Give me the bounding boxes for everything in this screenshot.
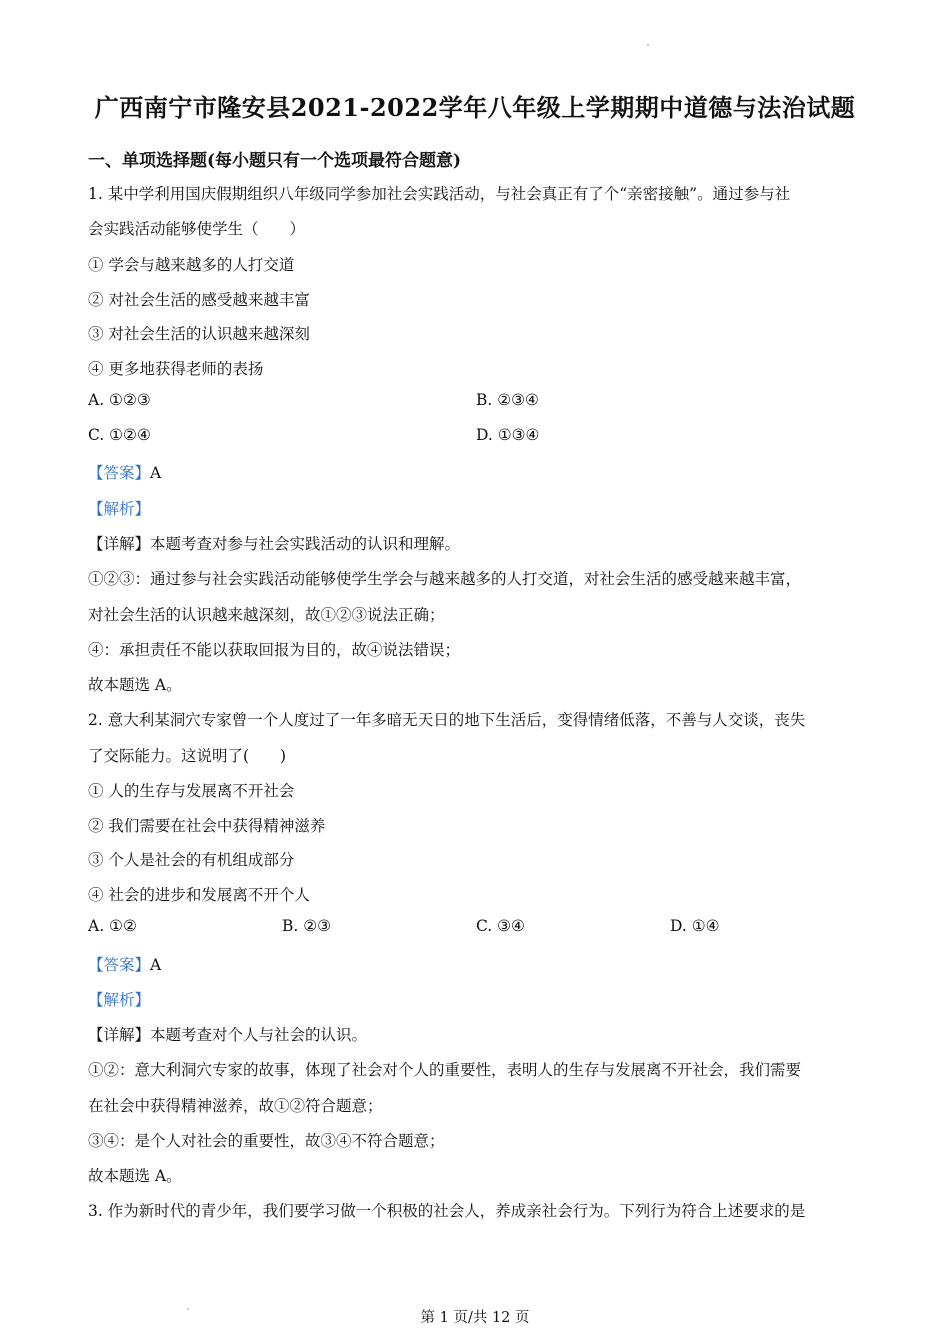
- q1-item-2: ② 对社会生活的感受越来越丰富: [88, 291, 310, 309]
- q2-option-a: A. ①②: [88, 917, 137, 935]
- q1-answer: [88, 461, 161, 483]
- q1-detail: [88, 532, 460, 554]
- q2-answer: [88, 953, 161, 975]
- q1-stem-line1: 1. 某中学利用国庆假期组织八年级同学参加社会实践活动，与社会真正有了个“亲密接触”。通过参与社: [88, 185, 791, 203]
- q1-option-a: A. ①②③: [88, 391, 151, 409]
- q2-explanation-2: 在社会中获得精神滋养，故①②符合题意；: [88, 1097, 383, 1115]
- q2-explanation-1: ①②：意大利洞穴专家的故事，体现了社会对个人的重要性，表明人的生存与发展离不开社会，我们需要: [88, 1061, 802, 1079]
- q1-analysis-label: 【解析】: [88, 500, 151, 518]
- q1-explanation-2: 对社会生活的认识越来越深刻，故①②③说法正确；: [88, 606, 445, 624]
- detail-text: 本题考查对个人与社会的认识。: [150, 1026, 368, 1044]
- q2-stem-line2: 了交际能力。这说明了( ): [88, 747, 287, 765]
- q1-item-3: ③ 对社会生活的认识越来越深刻: [88, 325, 310, 343]
- q2-stem-line1: 2. 意大利某洞穴专家曾一个人度过了一年多暗无天日的地下生活后，变得情绪低落，不善与人交谈，丧失: [88, 711, 806, 729]
- answer-label: 【答案】: [88, 956, 151, 974]
- q1-item-4: ④ 更多地获得老师的表扬: [88, 360, 264, 378]
- q1-stem-line2: 会实践活动能够使学生（ ）: [88, 220, 306, 238]
- answer-value: A: [150, 956, 162, 974]
- q1-option-c: C. ①②④: [88, 426, 151, 444]
- q1-item-1: ① 学会与越来越多的人打交道: [88, 256, 295, 274]
- detail-label: 【详解】: [88, 535, 151, 553]
- answer-label: 【答案】: [88, 464, 151, 482]
- q1-explanation-1: ①②③：通过参与社会实践活动能够使学生学会与越来越多的人打交道，对社会生活的感受越来越丰富，: [88, 570, 802, 588]
- page-footer: 第 1 页/共 12 页: [420, 1310, 530, 1326]
- q2-option-b: B. ②③: [282, 917, 332, 935]
- q2-analysis-label: 【解析】: [88, 991, 151, 1009]
- scan-dot: [647, 44, 649, 46]
- q2-item-1: ① 人的生存与发展离不开社会: [88, 782, 295, 800]
- q2-item-2: ② 我们需要在社会中获得精神滋养: [88, 817, 326, 835]
- q3-stem-line1: 3. 作为新时代的青少年，我们要学习做一个积极的社会人，养成亲社会行为。下列行为符合上述要求的是: [88, 1202, 806, 1220]
- page-title: 广西南宁市隆安县2021-2022学年八年级上学期期中道德与法治试题: [94, 93, 856, 122]
- answer-value: A: [150, 464, 162, 482]
- q1-explanation-3: ④：承担责任不能以获取回报为目的，故④说法错误；: [88, 641, 461, 659]
- q2-option-d: D. ①④: [670, 917, 720, 935]
- q2-item-4: ④ 社会的进步和发展离不开个人: [88, 886, 310, 904]
- section-heading: 一、单项选择题(每小题只有一个选项最符合题意): [88, 151, 462, 171]
- detail-text: 本题考查对参与社会实践活动的认识和理解。: [150, 535, 461, 553]
- q1-option-b: B. ②③④: [476, 391, 539, 409]
- q2-option-c: C. ③④: [476, 917, 525, 935]
- q1-conclusion: 故本题选 A。: [88, 676, 182, 694]
- q2-detail: [88, 1023, 367, 1045]
- q2-explanation-3: ③④：是个人对社会的重要性，故③④不符合题意；: [88, 1132, 445, 1150]
- q2-conclusion: 故本题选 A。: [88, 1167, 182, 1185]
- detail-label: 【详解】: [88, 1026, 151, 1044]
- q2-item-3: ③ 个人是社会的有机组成部分: [88, 851, 295, 869]
- q1-option-d: D. ①③④: [476, 426, 540, 444]
